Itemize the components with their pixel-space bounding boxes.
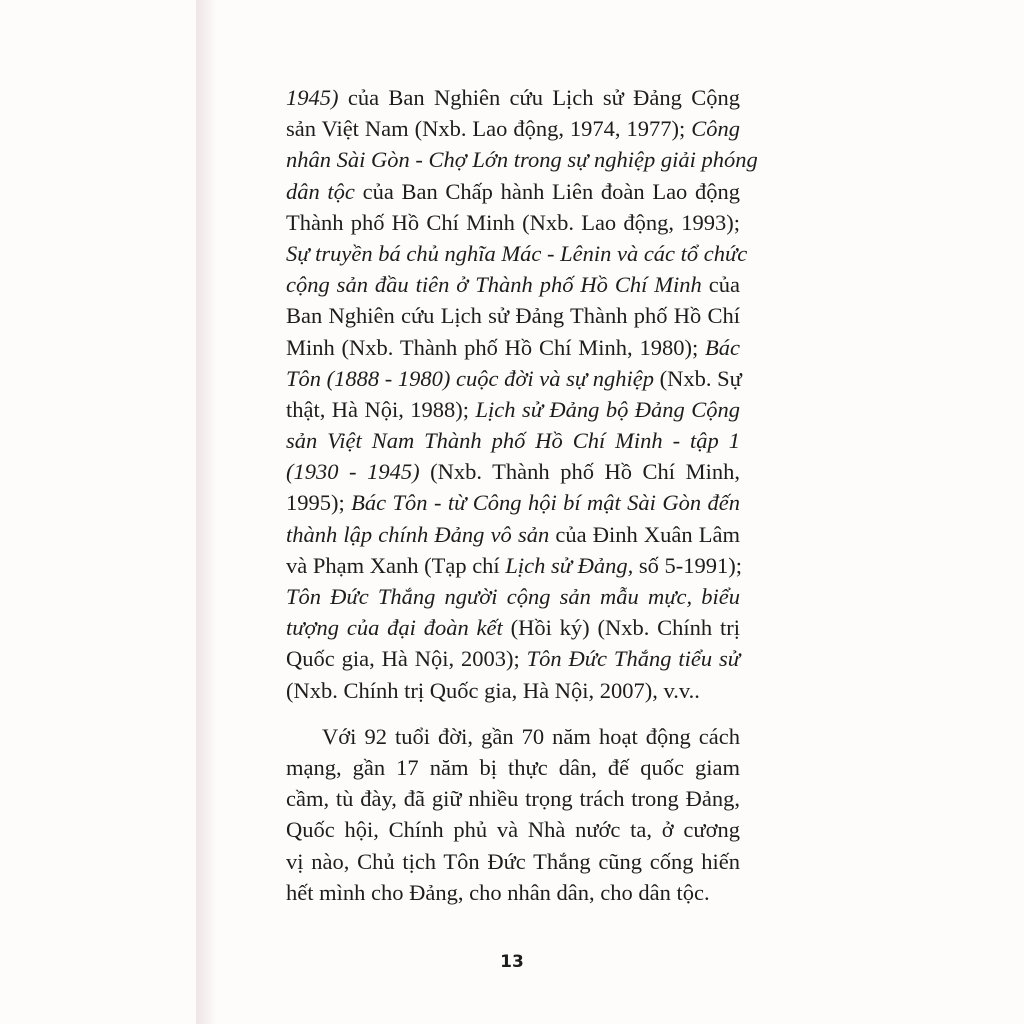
text-line: vị nào, Chủ tịch Tôn Đức Thắng cũng cống hiến: [286, 848, 740, 874]
paragraph-gap: [286, 706, 740, 721]
text-line: Quốc hội, Chính phủ và Nhà nước ta, ở cương: [286, 817, 740, 843]
text-line: [286, 581, 740, 612]
italic-text: Bác Tôn - từ Công hội bí mật Sài Gòn đến: [351, 490, 740, 516]
text-run: của: [701, 272, 740, 298]
text-run: và Phạm Xanh (Tạp chí: [286, 552, 506, 578]
text-run: (Nxb. Chính trị Quốc gia, Hà Nội, 2007), v.v..: [286, 677, 700, 703]
text-line: [286, 612, 740, 643]
text-line: [286, 519, 740, 550]
italic-text: thành lập chính Đảng vô sản: [286, 521, 550, 547]
text-line: mạng, gần 17 năm bị thực dân, đế quốc giam: [286, 754, 740, 780]
text-line: [286, 425, 740, 456]
text-run: 1995);: [286, 490, 352, 516]
text-line: hết mình cho Đảng, cho nhân dân, cho dân tộc.: [286, 879, 710, 905]
page-gutter-shadow: [196, 0, 216, 1024]
text-line: [286, 238, 748, 269]
italic-text: 1945): [286, 85, 339, 110]
text-line: [286, 456, 740, 487]
italic-text: Sự truyền bá chủ nghĩa Mác - Lênin và các tổ chức: [286, 240, 748, 266]
paragraph-references: [286, 82, 758, 706]
paragraph-summary: [286, 721, 740, 908]
text-line: [286, 269, 740, 300]
text-line: cầm, tù đày, đã giữ nhiều trọng trách trong Đảng,: [286, 786, 740, 812]
italic-text: Tôn (1888 - 1980) cuộc đời và sự nghiệp: [286, 365, 654, 391]
text-line: [286, 675, 740, 706]
text-run: của Đinh Xuân Lâm: [549, 521, 740, 547]
text-line: [286, 550, 740, 581]
text-line: [286, 643, 740, 674]
italic-text: Tôn Đức Thắng người cộng sản mẫu mực, biểu: [286, 584, 740, 609]
text-run: của Ban Nghiên cứu Lịch sử Đảng Cộng: [338, 85, 740, 110]
text-run: số 5-1991);: [633, 552, 742, 578]
italic-text: dân tộc: [286, 178, 355, 204]
text-line: [286, 176, 740, 207]
text-line: [286, 300, 740, 331]
italic-text: tượng của đại đoàn kết: [286, 615, 503, 641]
text-line: [286, 113, 740, 144]
text-line: [286, 82, 740, 113]
italic-text: cộng sản đầu tiên ở Thành phố Hồ Chí Minh: [286, 272, 702, 298]
text-run: sản Việt Nam (Nxb. Lao động, 1974, 1977);: [286, 116, 692, 142]
text-line: [286, 207, 740, 238]
text-run: (Nxb. Thành phố Hồ Chí Minh,: [419, 459, 740, 485]
text-line: [286, 144, 758, 175]
italic-text: nhân Sài Gòn - Chợ Lớn trong sự nghiệp giải phóng: [286, 147, 758, 173]
body-text: [286, 82, 758, 908]
text-run: Thành phố Hồ Chí Minh (Nxb. Lao động, 1993);: [286, 209, 740, 235]
page-number: 13: [500, 952, 524, 972]
text-run: (Hồi ký) (Nxb. Chính trị: [502, 615, 740, 641]
text-run: Ban Nghiên cứu Lịch sử Đảng Thành phố Hồ Chí: [286, 303, 740, 329]
text-line: [286, 363, 740, 394]
text-run: của Ban Chấp hành Liên đoàn Lao động: [354, 178, 740, 204]
italic-text: Bác: [705, 334, 740, 360]
text-line: [286, 487, 740, 518]
italic-text: sản Việt Nam Thành phố Hồ Chí Minh - tập 1: [286, 428, 740, 454]
text-run: Quốc gia, Hà Nội, 2003);: [286, 646, 527, 672]
text-run: thật, Hà Nội, 1988);: [286, 396, 476, 422]
italic-text: Công: [691, 116, 740, 142]
text-run: (Nxb. Sự: [653, 365, 742, 391]
italic-text: Tôn Đức Thắng tiểu sử: [526, 646, 740, 672]
italic-text: Lịch sử Đảng,: [505, 552, 634, 578]
italic-text: Lịch sử Đảng bộ Đảng Cộng: [475, 396, 740, 422]
italic-text: (1930 - 1945): [286, 459, 420, 485]
text-line: Với 92 tuổi đời, gần 70 năm hoạt động cách: [322, 723, 740, 749]
text-run: Minh (Nxb. Thành phố Hồ Chí Minh, 1980);: [286, 334, 706, 360]
text-line: [286, 394, 740, 425]
text-line: [286, 332, 740, 363]
